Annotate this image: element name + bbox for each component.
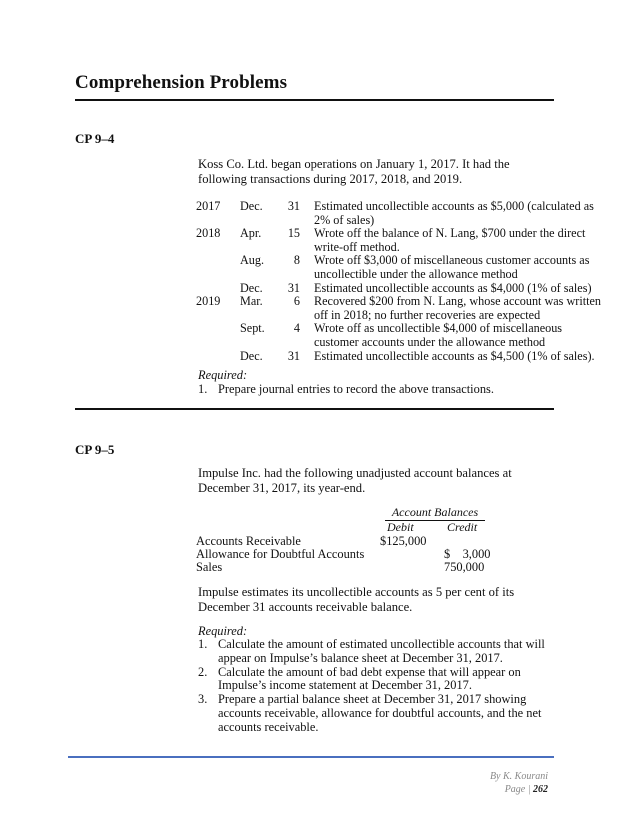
transaction-description: Estimated uncollectible accounts as $4,000 (1% of sales) [314, 280, 592, 295]
transaction-year: 2018 [196, 226, 221, 241]
account-credit: $ 3,000 [444, 547, 491, 561]
transaction-year [196, 322, 240, 349]
account-name: Accounts Receivable [196, 534, 301, 548]
transaction-day: 6 [293, 294, 300, 309]
transaction-month: Mar. [240, 294, 263, 309]
transaction-month: Sept. [240, 321, 265, 336]
transaction-month: Dec. [240, 199, 263, 213]
cp9-5-required-label: Required: [198, 624, 248, 638]
problem-label-cp9-5: CP 9–5 [75, 442, 115, 457]
required-item: 3. Prepare a partial balance sheet at December 31, 2017 showing accounts receivable, allowance for doubtful accounts, and the net accounts receivable. [198, 692, 542, 734]
account-balances-header: Account Balances [385, 505, 485, 521]
transaction-row [196, 322, 604, 349]
page-title: Comprehension Problems [75, 72, 288, 93]
cp9-4-required-list [198, 383, 548, 397]
cp9-4-required-label: Required: [198, 368, 248, 382]
required-item: 1. Prepare journal entries to record the above transactions. [198, 382, 494, 396]
transaction-year [196, 282, 240, 296]
transaction-description: Wrote off the balance of N. Lang, $700 under the direct write-off method. [314, 226, 586, 254]
transaction-month: Dec. [240, 280, 263, 295]
transaction-day: 8 [293, 253, 300, 268]
footer-page: Page | 262 [504, 784, 548, 795]
transaction-day: 31 [287, 280, 300, 295]
transaction-description: Wrote off $3,000 of miscellaneous customer accounts as uncollectible under the allowance method [314, 253, 590, 281]
cp9-5-required-list [198, 638, 548, 735]
transaction-month: Dec. [240, 348, 263, 363]
transaction-day: 31 [287, 348, 300, 363]
transaction-year [196, 254, 240, 281]
debit-header: Debit [387, 520, 414, 534]
transaction-year: 2017 [196, 199, 221, 213]
transaction-row [196, 282, 604, 296]
account-credit: 750,000 [444, 560, 485, 574]
required-item: 1. Calculate the amount of estimated uncollectible accounts that will appear on Impulse’s balance sheet at December 31, 2017. [198, 637, 545, 665]
page-number: 262 [533, 784, 548, 795]
transaction-month: Apr. [240, 226, 262, 241]
transaction-day: 31 [287, 199, 300, 213]
transaction-row [196, 295, 604, 322]
transaction-description: Estimated uncollectible accounts as $4,500 (1% of sales). [314, 348, 595, 363]
footer-author: By K. Kourani [489, 771, 548, 782]
account-name: Allowance for Doubtful Accounts [196, 547, 365, 561]
required-item: 2. Calculate the amount of bad debt expense that will appear on Impulse’s income statement at December 31, 2017. [198, 664, 521, 693]
transaction-row [196, 200, 604, 227]
transaction-year: 2019 [196, 294, 221, 309]
account-name: Sales [196, 560, 223, 574]
cp9-5-intro: Impulse Inc. had the following unadjusted account balances at December 31, 2017, its year-end. [198, 466, 512, 495]
title-divider [75, 99, 554, 101]
footer-divider [68, 756, 554, 758]
transactions-table [196, 200, 604, 363]
problem-label-cp9-4: CP 9–4 [75, 131, 115, 146]
transaction-year [196, 350, 240, 364]
transaction-description: Wrote off as uncollectible $4,000 of miscellaneous customer accounts under the allowance method [314, 321, 563, 349]
transaction-row [196, 254, 604, 281]
transaction-month: Aug. [240, 253, 265, 268]
cp9-4-intro: Koss Co. Ltd. began operations on January 1, 2017. It had the following transactions during 2017, 2018, and 2019. [198, 157, 510, 186]
section-divider [75, 408, 554, 410]
transaction-row [196, 227, 604, 254]
transaction-day: 15 [287, 226, 300, 241]
transaction-description: Recovered $200 from N. Lang, whose account was written off in 2018; no further recoveries are expected [314, 294, 601, 322]
transaction-row [196, 350, 604, 364]
account-debit: $125,000 [380, 534, 427, 548]
transaction-description: Estimated uncollectible accounts as $5,000 (calculated as 2% of sales) [314, 199, 594, 227]
credit-header: Credit [447, 520, 478, 534]
cp9-5-note: Impulse estimates its uncollectible accounts as 5 per cent of its December 31 accounts receivable balance. [198, 585, 515, 614]
transaction-day: 4 [293, 321, 300, 336]
